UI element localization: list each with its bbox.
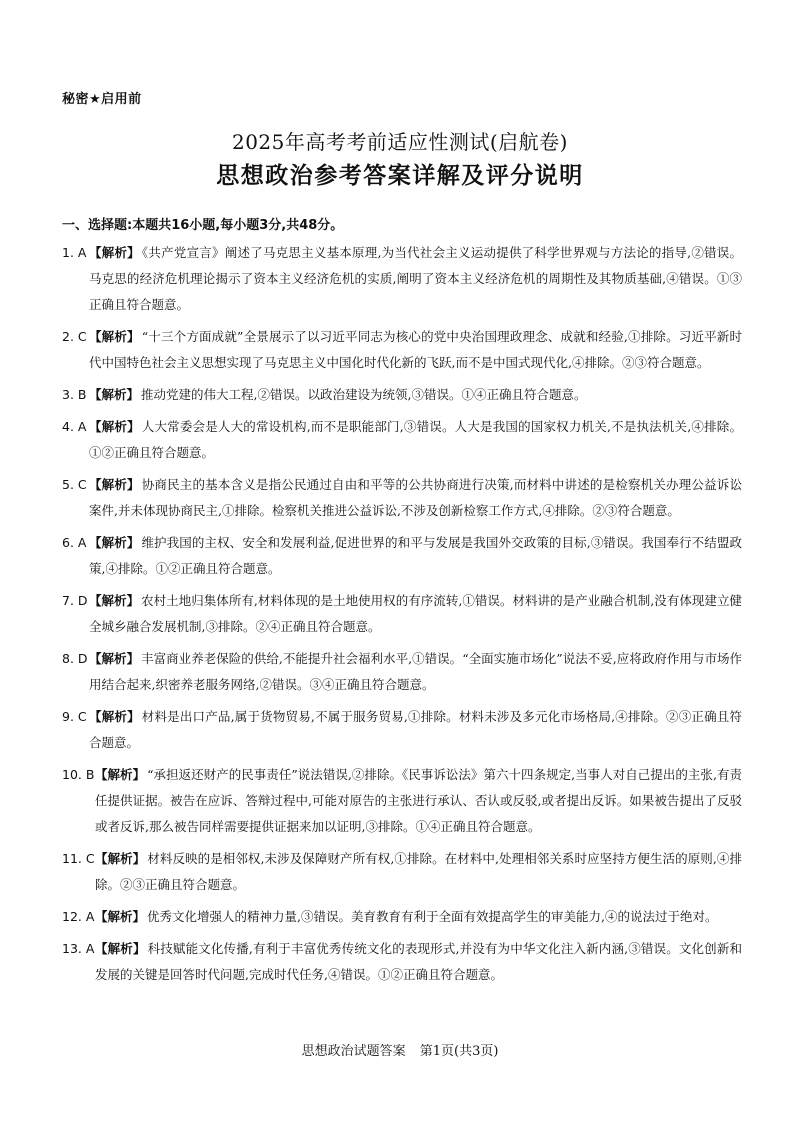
analysis-label: 【解析】 (95, 851, 146, 866)
section-heading: 一、选择题:本题共16小题,每小题3分,共48分。 (62, 218, 344, 233)
footer-page-number: 第1页(共3页) (419, 1044, 499, 1059)
answer-number: 3. B (62, 387, 87, 402)
answer-item-12 (62, 904, 742, 930)
answer-explanation: “承担返还财产的民事责任”说法错误,②排除。《民事诉讼法》第六十四条规定,当事人对自己提出的主张,有责任提供证据。被告在应诉、答辩过程中,可能对原告的主张进行承认、否认或反驳,或者提出反诉。如果被告提出了反驳或者反诉,那么被告同样需要提供证据来加以证明,③排除。①④正确且符合题意。 (95, 767, 742, 834)
analysis-label: 【解析】 (89, 593, 140, 608)
analysis-label: 【解析】 (95, 767, 146, 782)
answer-number: 6. A (62, 535, 87, 550)
answer-number: 13. A (62, 941, 95, 956)
analysis-label: 【解析】 (95, 909, 146, 924)
analysis-label: 【解析】 (89, 477, 140, 492)
analysis-label: 【解析】 (89, 245, 140, 260)
analysis-label: 【解析】 (89, 419, 140, 434)
exam-title: 2025年高考考前适应性测试(启航卷) (231, 130, 568, 154)
analysis-label: 【解析】 (89, 535, 140, 550)
confidential-label: 秘密★启用前 (62, 92, 142, 107)
answer-explanation: 维护我国的主权、安全和发展利益,促进世界的和平与发展是我国外交政策的目标,③错误。我国奉行不结盟政策,④排除。①②正确且符合题意。 (89, 535, 742, 576)
answer-explanation: 《共产党宣言》阐述了马克思主义基本原理,为当代社会主义运动提供了科学世界观与方法论的指导,②错误。马克思的经济危机理论揭示了资本主义经济危机的实质,阐明了资本主义经济危机的周期性及其物质基础,④错误。①③正确且符合题意。 (89, 245, 742, 312)
answer-number: 12. A (62, 909, 95, 924)
answer-explanation: 人大常委会是人大的常设机构,而不是职能部门,③错误。人大是我国的国家权力机关,不是执法机关,④排除。①②正确且符合题意。 (89, 419, 742, 460)
answer-list (62, 240, 742, 994)
answer-item-10 (62, 762, 742, 840)
answer-item-9 (62, 704, 742, 756)
answer-number: 11. C (62, 851, 95, 866)
answer-item-6 (62, 530, 742, 582)
analysis-label: 【解析】 (89, 329, 140, 344)
analysis-label: 【解析】 (89, 651, 140, 666)
answer-explanation: 科技赋能文化传播,有利于丰富优秀传统文化的表现形式,并没有为中华文化注入新内涵,③错误。文化创新和发展的关键是回答时代问题,完成时代任务,④错误。①②正确且符合题意。 (95, 941, 742, 982)
answer-item-4 (62, 414, 742, 466)
answer-explanation: “十三个方面成就”全景展示了以习近平同志为核心的党中央治国理政理念、成就和经验,①排除。习近平新时代中国特色社会主义思想实现了马克思主义中国化时代化新的飞跃,而不是中国式现代化,④排除。②③符合题意。 (89, 329, 742, 370)
answer-explanation: 农村土地归集体所有,材料体现的是土地使用权的有序流转,①错误。材料讲的是产业融合机制,没有体现建立健全城乡融合发展机制,③排除。②④正确且符合题意。 (89, 593, 742, 634)
answer-explanation: 材料是出口产品,属于货物贸易,不属于服务贸易,①排除。材料未涉及多元化市场格局,④排除。②③正确且符合题意。 (89, 709, 742, 750)
analysis-label: 【解析】 (95, 941, 146, 956)
footer-subject: 思想政治试题答案 (301, 1044, 406, 1059)
answer-number: 7. D (62, 593, 88, 608)
answer-item-5 (62, 472, 742, 524)
answer-item-3 (62, 382, 742, 408)
answer-number: 8. D (62, 651, 88, 666)
answer-explanation: 优秀文化增强人的精神力量,③错误。美育教育有利于全面有效提高学生的审美能力,④的说法过于绝对。 (147, 909, 718, 924)
answer-item-8 (62, 646, 742, 698)
analysis-label: 【解析】 (89, 709, 140, 724)
answer-explanation: 推动党建的伟大工程,②错误。以政治建设为统领,③错误。①④正确且符合题意。 (141, 387, 587, 402)
page-footer (0, 1040, 800, 1059)
answer-item-11 (62, 846, 742, 898)
answer-number: 4. A (62, 419, 87, 434)
answer-explanation: 材料反映的是相邻权,未涉及保障财产所有权,①排除。在材料中,处理相邻关系时应坚持方便生活的原则,④排除。②③正确且符合题意。 (95, 851, 742, 892)
answer-item-1 (62, 240, 742, 318)
answer-item-13 (62, 936, 742, 988)
answer-number: 10. B (62, 767, 95, 782)
answer-number: 5. C (62, 477, 87, 492)
answer-number: 2. C (62, 329, 87, 344)
answer-number: 9. C (62, 709, 87, 724)
document-title: 思想政治参考答案详解及评分说明 (216, 163, 584, 189)
answer-item-7 (62, 588, 742, 640)
answer-item-2 (62, 324, 742, 376)
answer-number: 1. A (62, 245, 87, 260)
answer-explanation: 丰富商业养老保险的供给,不能提升社会福利水平,①错误。“全面实施市场化”说法不妥,应将政府作用与市场作用结合起来,织密养老服务网络,②错误。③④正确且符合题意。 (89, 651, 742, 692)
analysis-label: 【解析】 (89, 387, 140, 402)
answer-explanation: 协商民主的基本含义是指公民通过自由和平等的公共协商进行决策,而材料中讲述的是检察机关办理公益诉讼案件,并未体现协商民主,①排除。检察机关推进公益诉讼,不涉及创新检察工作方式,④排除。②③符合题意。 (89, 477, 742, 518)
